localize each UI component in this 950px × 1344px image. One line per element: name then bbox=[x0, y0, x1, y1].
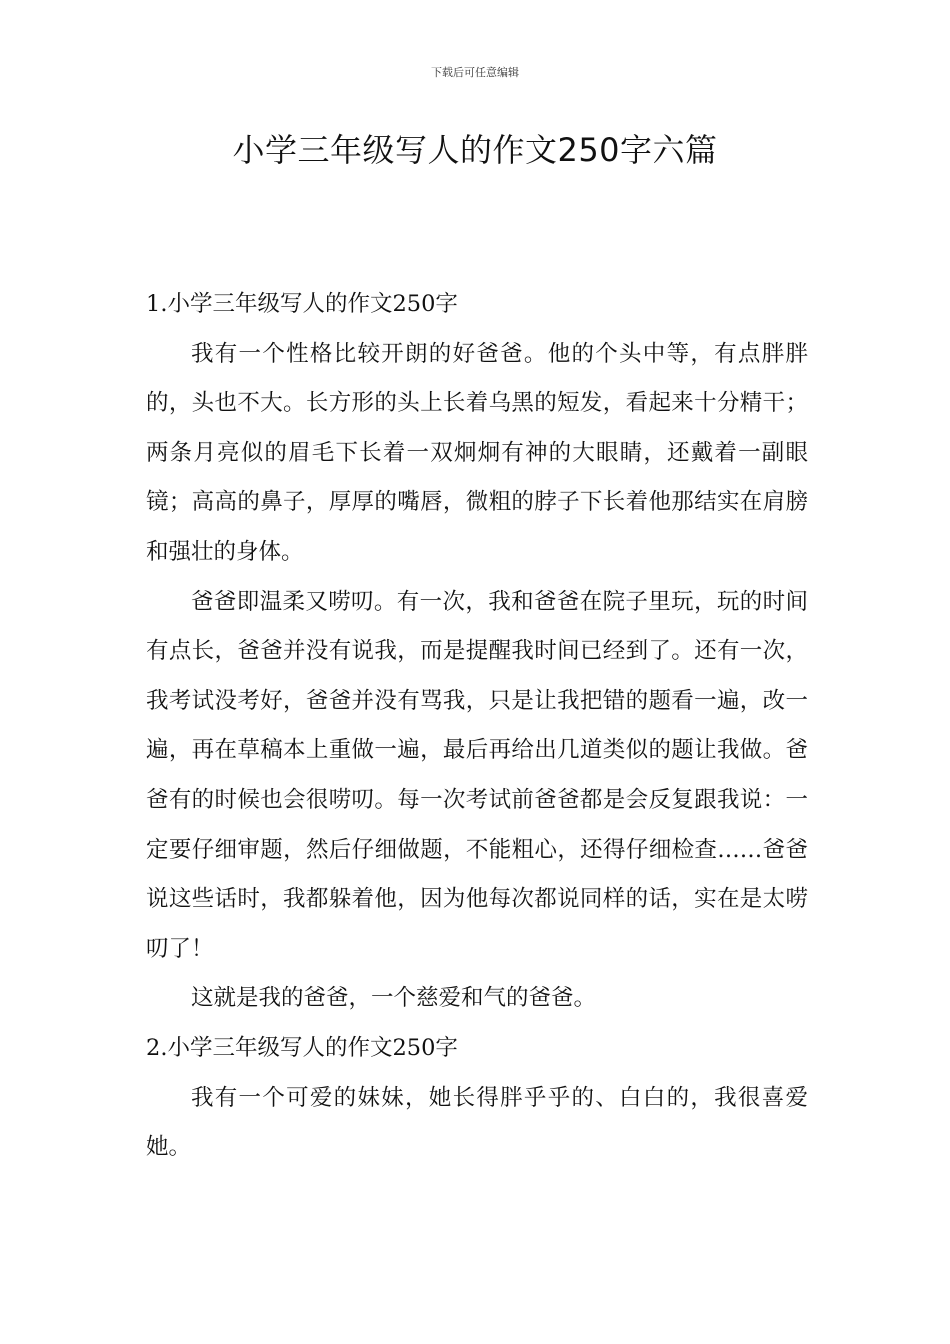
paragraph: 我有一个性格比较开朗的好爸爸。他的个头中等，有点胖胖的，头也不大。长方形的头上长着乌黑的短发，看起来十分精干；两条月亮似的眉毛下长着一双炯炯有神的大眼睛，还戴着一副眼镜；高高的鼻子，厚厚的嘴唇，微粗的脖子下长着他那结实在肩膀和强壮的身体。 bbox=[146, 340, 808, 565]
paragraph: 我有一个可爱的妹妹，她长得胖乎乎的、白白的，我很喜爱她。 bbox=[146, 1084, 808, 1161]
header-note: 下载后可任意编辑 bbox=[431, 66, 519, 79]
document-body bbox=[146, 280, 808, 1173]
section-heading: 2.小学三年级写人的作文250字 bbox=[146, 1034, 458, 1061]
paragraph: 这就是我的爸爸，一个慈爱和气的爸爸。 bbox=[191, 985, 597, 1012]
document-title: 小学三年级写人的作文250字六篇 bbox=[232, 131, 718, 169]
section-heading: 1.小学三年级写人的作文250字 bbox=[146, 291, 458, 317]
paragraph: 爸爸即温柔又唠叨。有一次，我和爸爸在院子里玩，玩的时间有点长，爸爸并没有说我，而是提醒我时间已经到了。还有一次，我考试没考好，爸爸并没有骂我，只是让我把错的题看一遍，改一遍，再在草稿本上重做一遍，最后再给出几道类似的题让我做。爸爸有的时候也会很唠叨。每一次考试前爸爸都是会反复跟我说：一定要仔细审题，然后仔细做题，不能粗心，还得仔细检查……爸爸说这些话时，我都躲着他，因为他每次都说同样的话，实在是太唠叨了！ bbox=[146, 588, 808, 962]
